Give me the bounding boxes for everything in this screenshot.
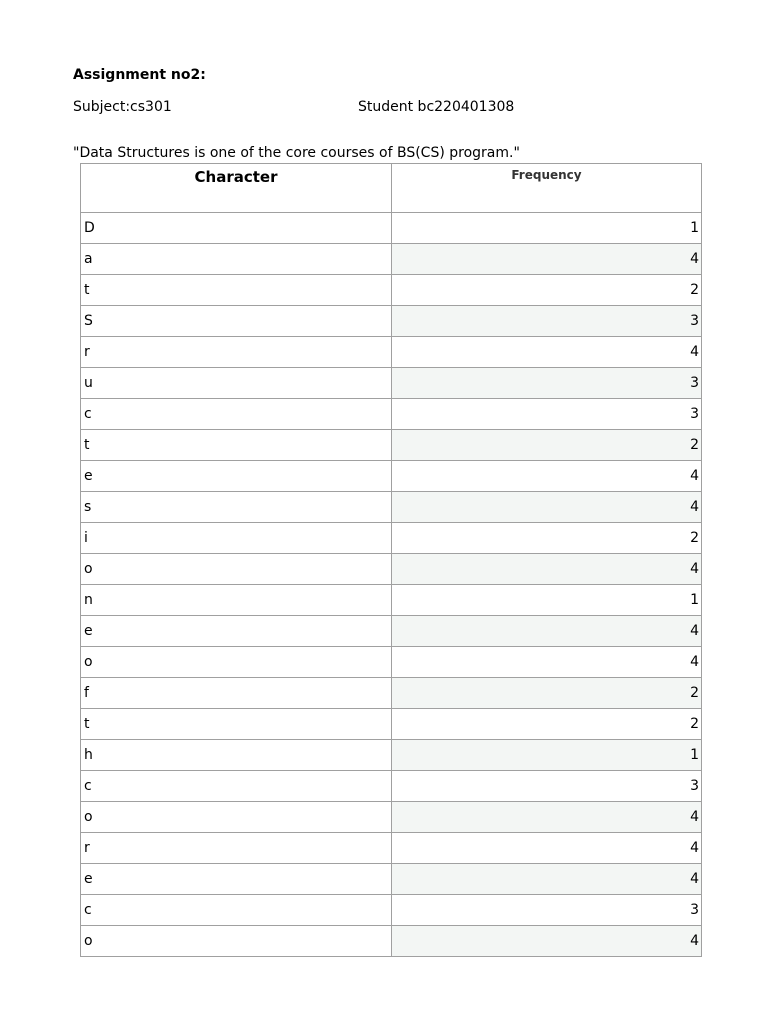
character-cell: s [81,492,392,523]
character-cell: t [81,430,392,461]
subject-label: Subject:cs301 [73,99,172,115]
table-row [81,244,702,275]
table-row [81,461,702,492]
frequency-cell: 3 [392,368,702,399]
character-cell: D [81,213,392,244]
table-row [81,709,702,740]
table-body [81,213,702,957]
table-row [81,306,702,337]
table-row [81,678,702,709]
column-header-frequency: Frequency [392,164,702,213]
frequency-cell: 4 [392,616,702,647]
character-cell: a [81,244,392,275]
table-row [81,740,702,771]
character-cell: c [81,895,392,926]
character-cell: e [81,616,392,647]
table-row [81,275,702,306]
column-header-character: Character [81,164,392,213]
character-cell: c [81,771,392,802]
quoted-sentence: "Data Structures is one of the core courses of BS(CS) program." [73,145,520,161]
table-row [81,895,702,926]
frequency-cell: 2 [392,678,702,709]
frequency-cell: 4 [392,492,702,523]
table-row [81,585,702,616]
character-cell: f [81,678,392,709]
frequency-cell: 4 [392,244,702,275]
table-row [81,523,702,554]
character-cell: o [81,554,392,585]
character-cell: n [81,585,392,616]
character-cell: r [81,833,392,864]
character-cell: c [81,399,392,430]
table-row [81,368,702,399]
frequency-cell: 2 [392,275,702,306]
frequency-cell: 4 [392,647,702,678]
character-cell: o [81,802,392,833]
table-row [81,647,702,678]
table-row [81,771,702,802]
frequency-cell: 3 [392,399,702,430]
character-cell: i [81,523,392,554]
frequency-cell: 4 [392,926,702,957]
table-row [81,554,702,585]
frequency-cell: 3 [392,895,702,926]
frequency-table [80,163,702,957]
character-cell: t [81,709,392,740]
character-cell: S [81,306,392,337]
frequency-cell: 1 [392,740,702,771]
character-cell: e [81,864,392,895]
frequency-cell: 2 [392,430,702,461]
table-row [81,616,702,647]
character-cell: e [81,461,392,492]
table-row [81,430,702,461]
character-cell: o [81,926,392,957]
character-cell: h [81,740,392,771]
frequency-cell: 2 [392,523,702,554]
character-cell: r [81,337,392,368]
frequency-cell: 4 [392,337,702,368]
character-cell: o [81,647,392,678]
student-id-label: Student bc220401308 [358,99,515,115]
frequency-cell: 3 [392,771,702,802]
table-row [81,399,702,430]
frequency-cell: 4 [392,461,702,492]
table-row [81,337,702,368]
frequency-cell: 1 [392,585,702,616]
frequency-cell: 1 [392,213,702,244]
frequency-cell: 4 [392,802,702,833]
frequency-cell: 2 [392,709,702,740]
table-row [81,926,702,957]
table-row [81,213,702,244]
table-header-row [81,164,702,213]
assignment-title: Assignment no2: [73,67,206,83]
frequency-cell: 3 [392,306,702,337]
frequency-cell: 4 [392,833,702,864]
frequency-cell: 4 [392,554,702,585]
character-cell: t [81,275,392,306]
table-row [81,492,702,523]
character-cell: u [81,368,392,399]
table-row [81,802,702,833]
table-row [81,833,702,864]
table-row [81,864,702,895]
frequency-cell: 4 [392,864,702,895]
